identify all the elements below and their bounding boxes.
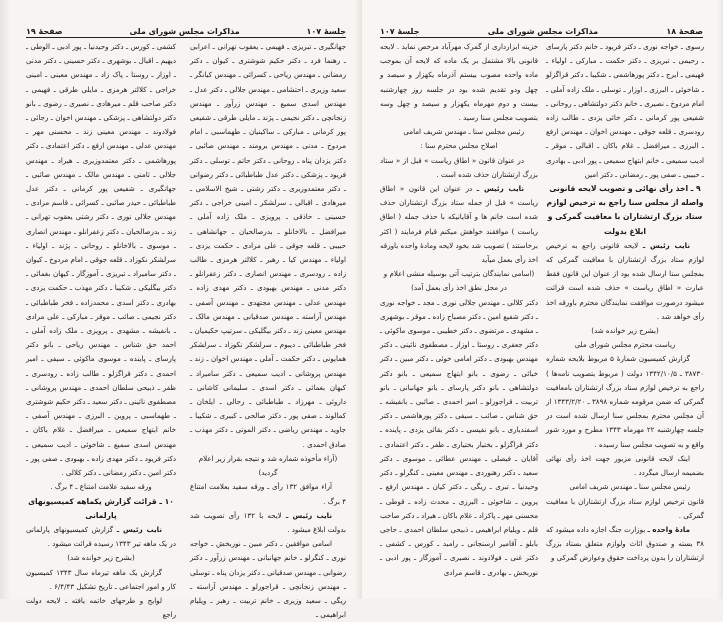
speaker-paragraph <box>546 239 704 324</box>
speech-text: لایحه قانونی راجع به ترخیص لوازم ستاد بزرگ ارتشتاران با معافیت گمرکی که بمجلس سنا ارسال شده بود از عنوان این قانون فقط عبارت « اطاق ریاست » حذف شده است قرائت میشود درصورت موافقت نمایندگان محترم باورقه اخذ رأی خواهد شد . <box>546 240 704 321</box>
signature-line: رئیس مجلس سنا ـ مهندس شریف امامی <box>569 482 690 492</box>
session-number: جلسهٔ ۱۰۷ <box>306 27 346 36</box>
section-heading: ۹ ـ اخذ رأی نهائی و تصویب لایحه قانونی واصله از مجلس سنا راجع به ترخیص لوازم ستاد بزرگ ارتشتاران با معافیت گمرکی و ابلاغ بدولت <box>546 184 704 236</box>
letter-salutation: ریاست محترم مجلس شورای ملی <box>574 340 676 350</box>
speech-text: لایحه با ۱۳۲ رأی تصویب شد بدولت ابلاغ میشود . <box>190 510 346 534</box>
page-header <box>26 22 346 38</box>
law-text-continuation: خزینه ابزارداری از گمرک مهرآباد مرخص نماید . لایحه قانونی بالا مشتمل بر یک ماده که لایحه آن بموجب ماده واحده مصوب بیستم آذرماه یکهزار و سیصد و چهل ودو تقدیم شده بود در جلسه روز چهارشنبه بیست و دوم مهرماه یکهزار و سیصد و چهل وسه بتصویب مجلس سنا رسید . <box>380 42 538 123</box>
approvers-list: اسامی موافقین ـ دکتر مبین ـ نوربخش ـ خواجه نوری ـ کنگرلو ـ خانم جهانبانی ـ مهندس زرآور ـ دکتر رضوانی ـ مهندس صدقیانی ـ دکتر یزدان پناه ـ توسلی ـ مهندس زنجانچی ـ قراجورلو ـ مهندس آراسته ـ ریگی ـ سعید وزیری ـ خانم تربیت ـ رهبر ـ ویلیام ابراهیمی ـ <box>190 539 346 620</box>
left-page-column-left <box>26 40 176 622</box>
speaker-paragraph <box>26 523 176 551</box>
right-page <box>362 0 723 599</box>
vote-announcement: (آراء مأخوذه شماره شد و نتیجه بقرار زیر اعلام گردید) <box>198 453 338 478</box>
speaker-name: نایب رئیس ـ <box>476 184 524 194</box>
article-text: بوزارت جنگ اجازه داده میشود که ۳۸ بسته و صندوق اثاث ولوازم متعلق بستاد بزرگ ارتشتاران را بدون پرداخت حقوق وعوارض گمرکی و <box>546 524 704 563</box>
left-page-column-right <box>190 40 346 622</box>
voter-list: دکتر کلالی ـ مهندس جلالی نوری ـ مجد ـ خواجه نوری ـ دکتر شفیع امین ـ دکتر مصباح زاده ـ موقر ـ بوشهری ـ مشهدی ـ مرتضوی ـ دکتر خطیبی ـ موسوی ماکوئی ـ دکتر جعفری ـ روستا ـ اوزار ـ مصطفوی نائینی ـ دکتر مهندس بهبودی ـ دکتر امامی خوئی ـ دکتر مبین ـ دکتر خبائی ـ رضوی ـ بانو ابتهاج سمیعی ـ بانو دکتر دولتشاهی ـ بانو دکتر پارسای ـ بانو جهانبانی ـ بانو تربیت ـ قراجورلو ـ امیر احمدی ـ صائبی ـ بانفیشه ـ حق شناس ـ صائب ـ سیفی ـ دکتر پورهاشمی ـ دکتر اسفندیاری ـ بانو نفیسی ـ دکتر بقائی یزدی ـ پاینده ـ دکتر قراگزلو ـ بختیار بختیاری ـ ظفر ـ دکتر اعتمادی ـ آقایان ـ فیصلی ـ مهندس عطائی ـ موسوی ـ دکتر سعید ـ دکتر رهنوردی ـ مهندس معینی ـ کنگرلو ـ دکتر وحیدنیا ـ تبری ـ ریگی ـ دکتر کیان ـ مهندس ارفع ـ پروین ـ شاخوئی ـ البرزی ـ محدث زاده ـ قوطی ـ محسنی مهر ـ پاکزاد ـ غلام باکان ـ هیراد ـ دکتر صاحب قلم ـ ویلیام ابراهیمی ـ ذبیحی سلطان احمدی ـ حاجی بابلو ـ آقامیر ارسنجانی ـ رامبد ـ کورس ـ کشفی ـ دکتر غنی ـ فولادوند ـ نصیری ـ آموزگار ـ پور ادبی ـ نوربخش ـ بهادری ـ قاسم مرادی <box>380 297 538 577</box>
speech-text: گزارش کمیسیونهای پارلمانی در یک ماهه تیر ۱۳۴۳ رسیده قرائت میشود . <box>26 524 176 549</box>
speaker-paragraph <box>190 509 346 537</box>
speaker-name: نایب رئیس ـ <box>642 240 690 250</box>
page-number: صفحهٔ ۱۹ <box>26 27 63 36</box>
vote-result: آراء موافق ۱۳۲ رأی ـ ورقه سفید بعلامت امتناع ۴ برگ . <box>190 482 346 506</box>
speaker-name: نایب رئیس ـ <box>116 524 162 534</box>
roll-call-note: (اسامی نمایندگان بترتیب آتی بوسیله منشی اعلام و در محل نطق اخذ رأی بعمل آمد) <box>383 269 535 293</box>
voter-list: رسوی ـ خواجه نوری ـ دکتر فریود ـ خانم دکتر پارسای ـ رحیمی ـ تبریزی ـ دکتر حکمت ـ مبارکی ـ اولیاء ـ فهیمی ـ ایرج ـ دکتر پورهاشمی ـ شکیبا ـ دکتر قراگزلو ـ شاخوئی ـ البرزی ـ اوزار ـ توسلی ـ ملک زاده آملی ـ امام مردوخ ـ نصیری ـ خانم دکتر دولتشاهی ـ روحانی ـ شفیعی پور کرمانی ـ دکتر خائی یزدی ـ طالب زاده رودسری ـ قلعه جوقی ـ مهندس اخوان ـ مهندس ارفع ـ البرزی ـ میرافضل ـ غلام باکان ـ اقبالی ـ موقر ـ ادیب سمیعی ـ خانم ابتهاج سمیعی ـ پور ادبی ـ بهادری ـ حبیبی ـ صفی پور ـ رمضانی ـ دکتر امین <box>546 42 704 179</box>
report-paragraph: لوایح و طرحهای خاتمه یافته ـ لایحه دولت راجع <box>26 595 176 620</box>
running-title: مذاکرات مجلس شورای ملی <box>487 27 599 36</box>
report-paragraph: اینک لایحه قانونی مزبور جهت اخذ رأی نهائی بضمیمه ارسال میگردد . <box>546 453 704 478</box>
speaker-name: نایب رئیس ـ <box>285 510 332 520</box>
speaker-paragraph <box>380 182 538 267</box>
page-number: صفحهٔ ۱۸ <box>666 27 703 36</box>
read-note: (بشرح زیر خوانده شد) <box>67 553 135 563</box>
article-label: مادهٔ واحده ـ <box>647 524 690 534</box>
session-number: جلسهٔ ۱۰۷ <box>380 27 420 36</box>
left-page <box>0 0 362 620</box>
report-paragraph: گزارش کمیسیون شمارهٔ ۵ مربوط بلایحه شماره ۳۸۷۳۰ ـ ۱۳۴۲/۱۰/۵ دولت ( مربوط بتصویب نامه‌ها ) راجع به ترخیص لوازم ستاد بزرگ ارتشتاران بامعافیت گمرکی که ضمن مرقومه شماره ۳۸۹۸ ـ ۱۳۴۳/۲/۲۰ از آن مجلس محترم بمجلس سنا ارسال شده است در جلسه چهارشنبه ۲۲ مهرماه ۱۳۴۳ مطرح و مورد شور واقع و به تصویب مجلس سنا رسیده . <box>546 354 704 449</box>
law-title: قانون ترخیص لوازم ستاد بزرگ ارتشتاران با معافیت گمرکی . <box>546 496 704 520</box>
section-heading: ۱۰ ـ قرائت گزارش یکماهه کمیسیونهای پارلمانی <box>28 496 174 520</box>
running-title: مذاکرات مجلس شورای ملی <box>129 27 240 36</box>
amendment-text: در عنوان قانون « اطاق ریاست » قبل از « ستاد بزرگ ارتشتاران حذف شده است . <box>380 155 538 179</box>
read-note: (بشرح زیر خوانده شد) <box>591 326 659 336</box>
page-edge-shadow <box>0 0 10 599</box>
page-edge-shadow <box>717 0 723 599</box>
article-paragraph <box>546 523 704 566</box>
right-page-column-left <box>380 40 538 580</box>
voter-list: کشفی ـ کورس ـ دکتر وحیدنیا ـ پور ادبی ـ الوطی ـ دیهیم ـ اقبال ـ بوشهری ـ دکتر حسینی ـ دکتر مدنی ـ اوزار ـ روستا ـ پاک زاد ـ مهندس معینی ـ امینی خراجی ـ کلالتر هرمزی ـ مایلی طرقی ـ فهیمی ـ دکتر صاحب قلم ـ میرهادی ـ نصیری ـ رضوی ـ بانو دکتر دولتشاهی ـ پزشکی ـ مهندس اخوان ـ رجائی ـ فولادوند ـ مهندس معینی زند ـ محسنی مهر ـ مهندس عدلی ـ مهندس ارفع ـ دکتر اعتمادی ـ دکتر پورهاشمی ـ دکتر معتمدوزیری ـ هیراد ـ مهندس جلالی ـ ثامنی ـ مهندس مالک ـ مهندس صائبی ـ جهانگیری ـ شفیعی پور کرمانی ـ دکتر عدل طباطبائی ـ حیدر صائبی ـ کسرائی ـ قاسم مرادی ـ مهندس جلالی نوری ـ دکتر رشتی یعقوب تهرانی ـ زند ـ بدرصالحیان ـ دکتر زعفرانلو ـ مهندس انصاری ـ موسوی ـ بالاخانلو ـ روحانی ـ پژند ـ اولیاء ـ سرلشکر نکوزاد ـ قلعه جوقی ـ امام مردوخ ـ کیوان ـ دکتر سامیراد ـ تبریزی ـ آموزگار ـ کیهان بغمائی ـ دکتر بیگلیکی ـ شکیبا ـ دکتر مهذب ـ حکمت یزدی ـ بهادری ـ دکتر اسدی ـ محمدزاده ـ فخر طباطبائی ـ دکتر نجیمی ـ صائب ـ موقر ـ مبارکی ـ علی مرادی ـ بانفیشه ـ مشهدی ـ پرویزی ـ ملک زاده آملی ـ احمد حق شناس ـ مهندس ریاحی ـ بانو دکتر پارسای ـ پاینده ـ موسوی ماکوئی ـ سیفی ـ امیر احمدی ـ دکتر قراگزلو ـ طالب زاده ـ رودسری ـ ظفر ـ ذبیحی سلطان احمدی ـ مهندس پروشانی ـ مصطفوی نائینی ـ دکتر سعید ـ دکتر حکیم شوشتری ـ طهماسبی ـ پروین ـ البرزی ـ مهندس آصفی ـ خانم ابتهاج سمیعی ـ میرافضل ـ غلام باکان ـ مهندس اسدی سمیع ـ شاخوئی ـ ادیب سمیعی ـ دکتر فریود ـ دکتر مهدی زاده ـ بهبودی ـ صفی پور ـ دکتر امین ـ دکتر رمضانی ـ دکتر کلالی . <box>26 42 176 478</box>
right-page-column-right <box>546 40 704 566</box>
abstention-note: ورقه سفید علامت امتناع ـ ۴ برگ . <box>50 482 152 492</box>
report-paragraph: گزارش یک ماهه تیرماه سال ۱۳۴۳ کمیسیون کار و امور اجتماعی ـ تاریخ تشکیل ۶/۴/۴۳ . <box>26 567 176 591</box>
voter-list: جهانگیری ـ تبریزی ـ فهیمی ـ یعقوب تهرانی ـ اعرابی ـ رهنما فرد ـ دکتر حکیم شوشتری ـ کیوان ـ دکتر رمضانی ـ مهندس ریاحی ـ کسرائی ـ مهندس کیانگر ـ سعید وزیری ـ احتشامی ـ مهندس جلالی ـ دکتر عدل ـ مهندس اسدی سمیع ـ مهندس زرآور ـ مهندس زنجانچی ـ دکتر نجیمی ـ پژند ـ مایلی طرقی ـ شفیعی پور کرمانی ـ مبارکی ـ ساکینیان ـ طهماسبی ـ امام مردوخ ـ مدنی ـ مهندس برومند ـ مهندس صائبی ـ دکتر یزدان پناه ـ روحانی ـ دکتر حاتم ـ توسلی ـ دکتر فریود ـ پزشکی ـ دکتر عدل طباطبائی ـ دکتر رضوانی ـ دکتر معتمدوزیری ـ دکتر رشتی ـ شیخ الاسلامی ـ میرهادی ـ اقبالی ـ سرلشکر ـ امینی خراجی ـ دکتر حسینی ـ حاذقی ـ پرویزی ـ ملک زاده آملی ـ میرافضل ـ بالاخانلو ـ بدرصالحیان ـ جهانشاهی ـ حبیبی ـ قلعه جوقی ـ علی مرادی ـ حکمت یزدی ـ اولیاء ـ مهندس کیا ـ رهبر ـ کلالتر هرمزی ـ طالب زاده ـ رودسری ـ مهندس انصاری ـ دکتر زعفرانلو ـ دکتر مدنی ـ مهندس بهبودی ـ دکتر مهدی زاده ـ مهندس عدلی ـ مهندس مجتهدی ـ مهندس آصفی ـ مهندس آراسته ـ مهندس صدقیانی ـ مهندس مالک ـ مهندس معینی زند ـ دکتر بیگلیکی ـ سرتیپ حکیمیان ـ فخر طباطبائی ـ دیبوم ـ سرلشکر نکوزاد ـ سرلشکر همایونی ـ دکتر حکمت ـ آملی ـ مهندس اخوان ـ زند ـ مهندس پروشانی ـ ادیب سمیعی ـ دکتر سامیراد ـ کیهان بغمائی ـ دکتر اسدی ـ سلیمانی کاشانی ـ داروئی ـ مهرزاد ـ طباطبائی ـ رحالی ـ ایلخان ـ کمالوند ـ صفی پور ـ دکتر صالحی ـ کبیری ـ شکیبا ـ جاوید ـ مهندس ریاضی ـ دکتر الموتی ـ دکتر مهذب ـ صادق احمدی . <box>190 42 346 449</box>
speech-text: در عنوان این قانون « اطاق ریاست » قبل از جمله ستاد بزرگ ارتشتاران حذف شده است خانم ها و آقایانیکه با حذف جمله ( اطاق ریاست ) موافقند خواهش میکنم قیام فرمایند ( اکثر برخاستند ) تصویب شد بخود لایحه ومادهٔ واحده باورقه اخذ رأی بعمل میآید <box>380 184 538 265</box>
signature-line: رئیس مجلس سنا ـ مهندس شریف امامی <box>403 127 524 137</box>
page-header <box>380 22 703 38</box>
amendment-heading: اصلاح مجلس محترم سنا : <box>420 141 498 151</box>
